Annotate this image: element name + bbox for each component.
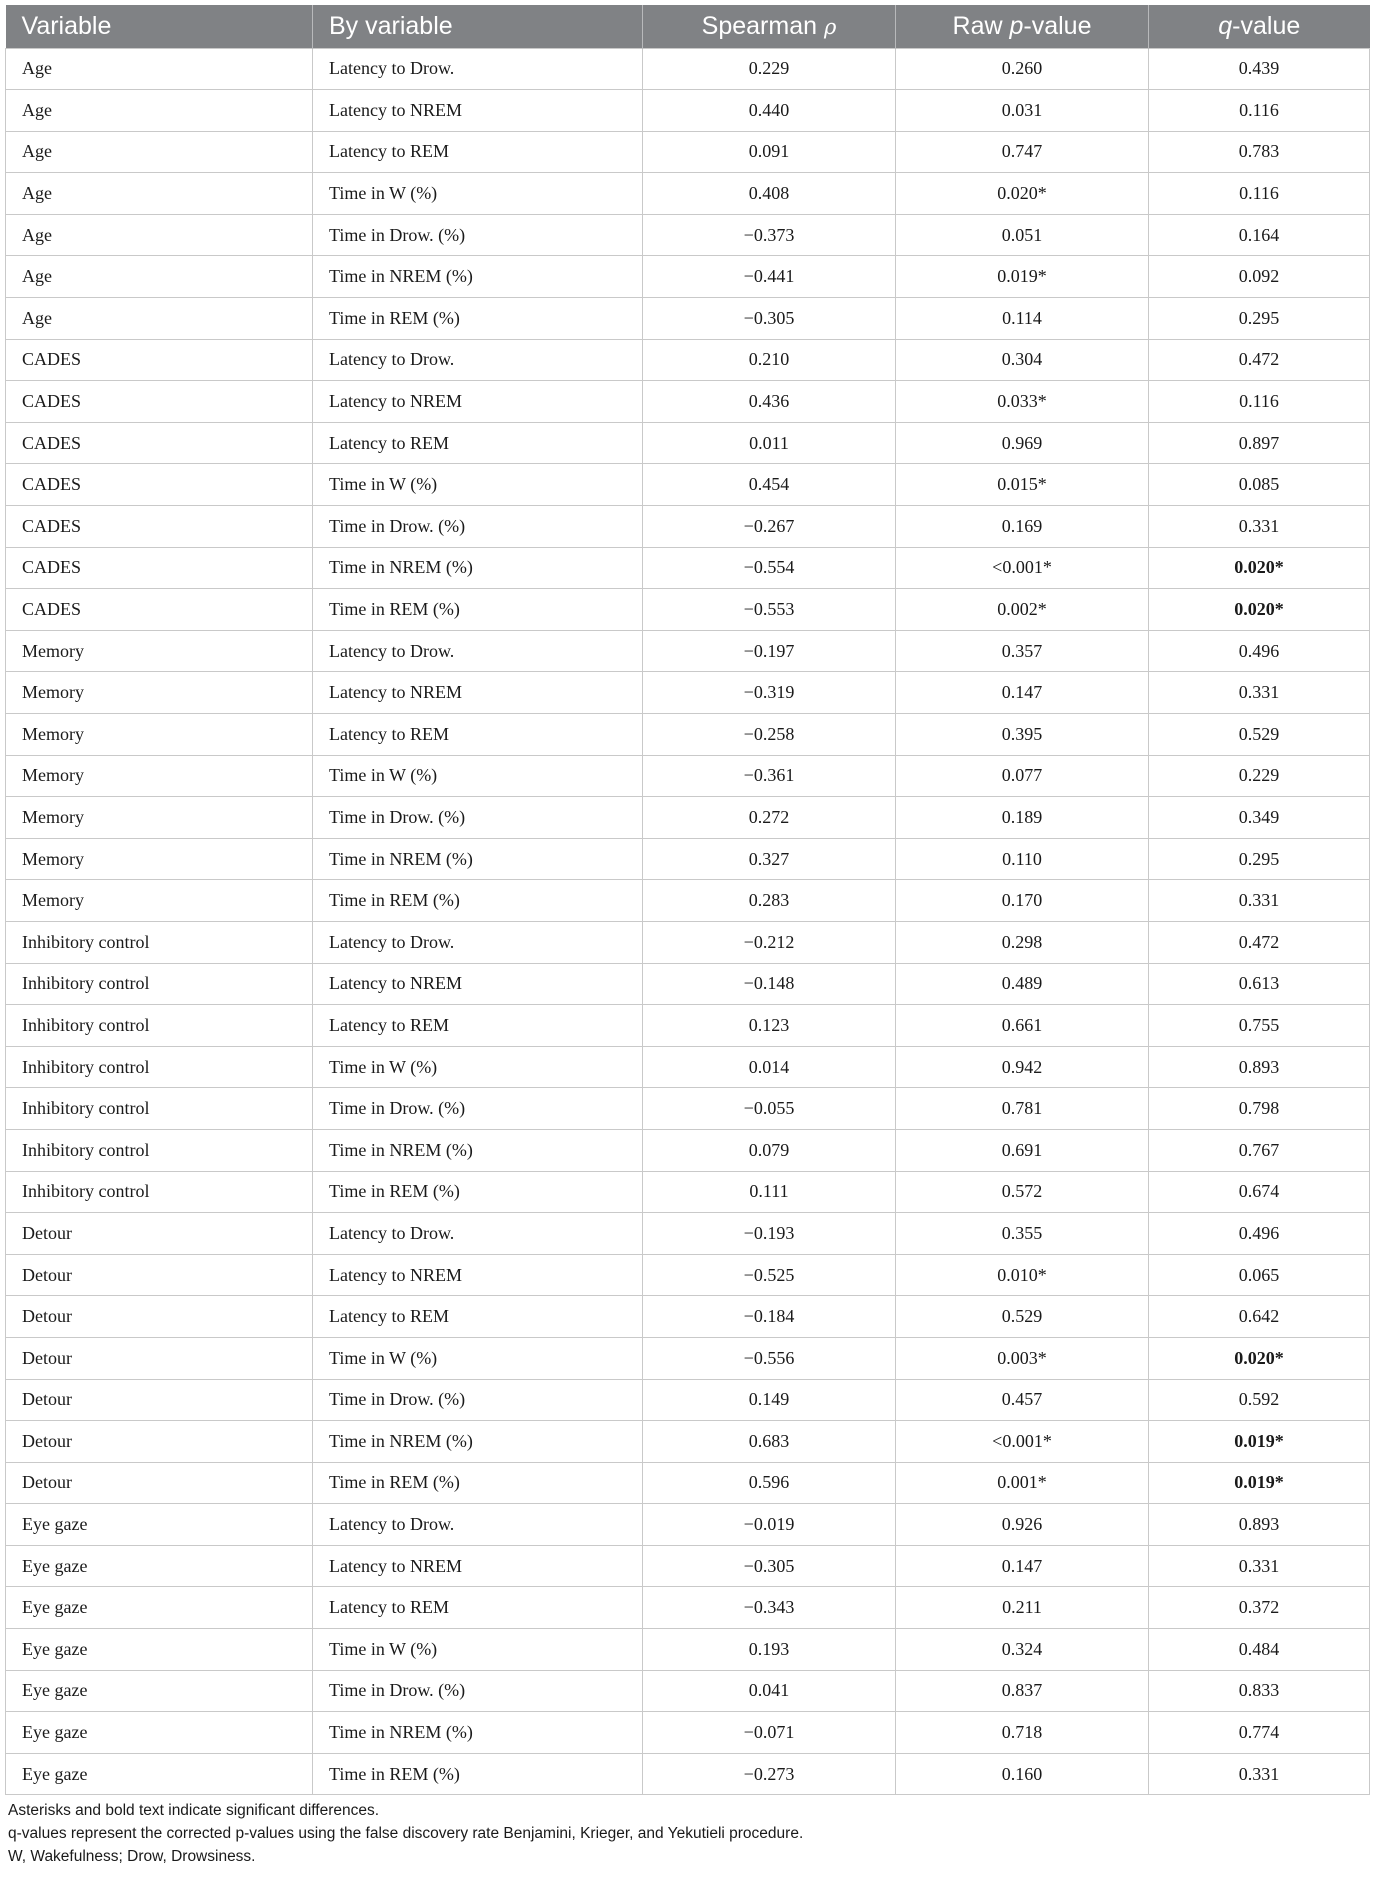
table-row [6, 1462, 1370, 1504]
cell-raw-p-value: 0.969 [896, 422, 1149, 464]
cell-by-variable: Time in REM (%) [313, 1753, 643, 1795]
cell-raw-p-value: 0.020* [896, 173, 1149, 215]
cell-q-value: 0.295 [1149, 838, 1370, 880]
cell-q-value: 0.774 [1149, 1712, 1370, 1754]
cell-variable: Inhibitory control [6, 921, 313, 963]
cell-q-value: 0.065 [1149, 1254, 1370, 1296]
cell-spearman-rho: −0.267 [643, 506, 896, 548]
table-row [6, 1088, 1370, 1130]
cell-q-value: 0.783 [1149, 131, 1370, 173]
cell-by-variable: Latency to NREM [313, 963, 643, 1005]
cell-by-variable: Time in REM (%) [313, 1171, 643, 1213]
cell-q-value: 0.496 [1149, 630, 1370, 672]
cell-variable: Memory [6, 838, 313, 880]
cell-raw-p-value: 0.691 [896, 1129, 1149, 1171]
table-row [6, 48, 1370, 90]
cell-q-value: 0.331 [1149, 1753, 1370, 1795]
cell-q-value: 0.020* [1149, 1337, 1370, 1379]
cell-q-value: 0.295 [1149, 298, 1370, 340]
cell-variable: Inhibitory control [6, 1005, 313, 1047]
cell-variable: CADES [6, 422, 313, 464]
header-q-suffix: -value [1232, 11, 1301, 40]
cell-by-variable: Latency to Drow. [313, 1213, 643, 1255]
cell-by-variable: Time in NREM (%) [313, 547, 643, 589]
table-row [6, 1379, 1370, 1421]
cell-by-variable: Time in Drow. (%) [313, 1670, 643, 1712]
cell-q-value: 0.893 [1149, 1504, 1370, 1546]
cell-q-value: 0.472 [1149, 339, 1370, 381]
cell-variable: Age [6, 214, 313, 256]
footnote-significance: Asterisks and bold text indicate significant differences. [8, 1802, 380, 1820]
cell-q-value: 0.642 [1149, 1296, 1370, 1338]
header-spearman-rho-symbol: ρ [823, 14, 837, 39]
cell-by-variable: Time in W (%) [313, 1629, 643, 1671]
cell-variable: Detour [6, 1254, 313, 1296]
cell-q-value: 0.897 [1149, 422, 1370, 464]
cell-variable: Age [6, 48, 313, 90]
correlation-table [5, 5, 1370, 1795]
cell-by-variable: Latency to Drow. [313, 921, 643, 963]
table-row [6, 547, 1370, 589]
cell-by-variable: Time in Drow. (%) [313, 797, 643, 839]
cell-raw-p-value: 0.002* [896, 589, 1149, 631]
cell-by-variable: Time in W (%) [313, 464, 643, 506]
cell-q-value: 0.755 [1149, 1005, 1370, 1047]
table-row [6, 797, 1370, 839]
cell-by-variable: Latency to REM [313, 131, 643, 173]
cell-variable: CADES [6, 506, 313, 548]
cell-spearman-rho: −0.343 [643, 1587, 896, 1629]
cell-variable: Eye gaze [6, 1629, 313, 1671]
cell-raw-p-value: 0.110 [896, 838, 1149, 880]
cell-spearman-rho: 0.454 [643, 464, 896, 506]
cell-spearman-rho: −0.554 [643, 547, 896, 589]
table-container [5, 5, 1369, 1868]
footnote-q-values: q-values represent the corrected p-values using the false discovery rate Benjamini, Krieger, and Yekutieli procedure. [8, 1825, 804, 1843]
cell-variable: Inhibitory control [6, 963, 313, 1005]
cell-spearman-rho: 0.440 [643, 90, 896, 132]
cell-spearman-rho: 0.408 [643, 173, 896, 215]
header-raw-p: p [1009, 11, 1024, 40]
table-row [6, 589, 1370, 631]
cell-spearman-rho: −0.212 [643, 921, 896, 963]
cell-spearman-rho: −0.273 [643, 1753, 896, 1795]
cell-by-variable: Time in NREM (%) [313, 838, 643, 880]
table-row [6, 880, 1370, 922]
table-row [6, 131, 1370, 173]
table-row [6, 214, 1370, 256]
cell-variable: Inhibitory control [6, 1129, 313, 1171]
table-row [6, 1504, 1370, 1546]
cell-spearman-rho: 0.229 [643, 48, 896, 90]
cell-variable: Age [6, 298, 313, 340]
cell-raw-p-value: 0.837 [896, 1670, 1149, 1712]
cell-variable: Memory [6, 714, 313, 756]
table-row [6, 921, 1370, 963]
header-by-variable: By variable [313, 5, 643, 48]
cell-raw-p-value: 0.189 [896, 797, 1149, 839]
table-row [6, 1171, 1370, 1213]
cell-q-value: 0.019* [1149, 1462, 1370, 1504]
cell-by-variable: Time in NREM (%) [313, 1129, 643, 1171]
cell-raw-p-value: 0.147 [896, 672, 1149, 714]
cell-spearman-rho: −0.319 [643, 672, 896, 714]
cell-spearman-rho: −0.184 [643, 1296, 896, 1338]
table-row [6, 838, 1370, 880]
table-row [6, 506, 1370, 548]
cell-spearman-rho: 0.079 [643, 1129, 896, 1171]
cell-raw-p-value: 0.355 [896, 1213, 1149, 1255]
cell-by-variable: Latency to Drow. [313, 339, 643, 381]
table-row [6, 256, 1370, 298]
cell-raw-p-value: 0.001* [896, 1462, 1149, 1504]
cell-variable: CADES [6, 589, 313, 631]
cell-variable: Inhibitory control [6, 1088, 313, 1130]
cell-raw-p-value: 0.211 [896, 1587, 1149, 1629]
cell-spearman-rho: −0.525 [643, 1254, 896, 1296]
cell-spearman-rho: 0.327 [643, 838, 896, 880]
cell-by-variable: Time in REM (%) [313, 589, 643, 631]
cell-raw-p-value: 0.019* [896, 256, 1149, 298]
cell-raw-p-value: 0.003* [896, 1337, 1149, 1379]
cell-q-value: 0.833 [1149, 1670, 1370, 1712]
cell-raw-p-value: 0.781 [896, 1088, 1149, 1130]
cell-q-value: 0.229 [1149, 755, 1370, 797]
cell-variable: Eye gaze [6, 1670, 313, 1712]
cell-variable: Memory [6, 797, 313, 839]
cell-spearman-rho: 0.272 [643, 797, 896, 839]
cell-spearman-rho: 0.193 [643, 1629, 896, 1671]
cell-by-variable: Latency to Drow. [313, 630, 643, 672]
header-q-value [1149, 5, 1370, 48]
cell-q-value: 0.484 [1149, 1629, 1370, 1671]
cell-q-value: 0.372 [1149, 1587, 1370, 1629]
cell-by-variable: Latency to NREM [313, 381, 643, 423]
cell-raw-p-value: <0.001* [896, 1421, 1149, 1463]
cell-spearman-rho: 0.436 [643, 381, 896, 423]
cell-variable: Age [6, 256, 313, 298]
cell-raw-p-value: 0.169 [896, 506, 1149, 548]
cell-spearman-rho: −0.305 [643, 1545, 896, 1587]
table-row [6, 1670, 1370, 1712]
cell-by-variable: Latency to REM [313, 422, 643, 464]
table-row [6, 1337, 1370, 1379]
cell-by-variable: Time in REM (%) [313, 1462, 643, 1504]
cell-by-variable: Latency to NREM [313, 90, 643, 132]
table-row [6, 1545, 1370, 1587]
cell-variable: Eye gaze [6, 1504, 313, 1546]
cell-by-variable: Latency to REM [313, 714, 643, 756]
cell-variable: CADES [6, 547, 313, 589]
cell-raw-p-value: 0.718 [896, 1712, 1149, 1754]
table-row [6, 464, 1370, 506]
cell-by-variable: Latency to NREM [313, 672, 643, 714]
table-row [6, 381, 1370, 423]
table-row [6, 1753, 1370, 1795]
cell-raw-p-value: 0.395 [896, 714, 1149, 756]
cell-q-value: 0.020* [1149, 589, 1370, 631]
cell-q-value: 0.349 [1149, 797, 1370, 839]
footnote-abbreviations: W, Wakefulness; Drow, Drowsiness. [8, 1848, 256, 1866]
table-footnotes [5, 1799, 1369, 1868]
cell-raw-p-value: 0.160 [896, 1753, 1149, 1795]
cell-raw-p-value: 0.572 [896, 1171, 1149, 1213]
cell-raw-p-value: <0.001* [896, 547, 1149, 589]
cell-spearman-rho: −0.071 [643, 1712, 896, 1754]
cell-by-variable: Latency to REM [313, 1587, 643, 1629]
cell-by-variable: Latency to REM [313, 1296, 643, 1338]
cell-by-variable: Time in Drow. (%) [313, 506, 643, 548]
cell-variable: Eye gaze [6, 1587, 313, 1629]
cell-by-variable: Time in Drow. (%) [313, 214, 643, 256]
header-raw-suffix: -value [1023, 11, 1092, 40]
cell-variable: Detour [6, 1337, 313, 1379]
cell-q-value: 0.116 [1149, 173, 1370, 215]
cell-variable: Age [6, 90, 313, 132]
cell-spearman-rho: −0.441 [643, 256, 896, 298]
header-raw-p-value [896, 5, 1149, 48]
cell-q-value: 0.331 [1149, 880, 1370, 922]
header-spearman [643, 5, 896, 48]
cell-q-value: 0.164 [1149, 214, 1370, 256]
table-row [6, 963, 1370, 1005]
table-row [6, 339, 1370, 381]
cell-raw-p-value: 0.147 [896, 1545, 1149, 1587]
cell-q-value: 0.019* [1149, 1421, 1370, 1463]
cell-variable: Age [6, 173, 313, 215]
cell-raw-p-value: 0.457 [896, 1379, 1149, 1421]
cell-spearman-rho: 0.041 [643, 1670, 896, 1712]
cell-q-value: 0.085 [1149, 464, 1370, 506]
cell-spearman-rho: 0.014 [643, 1046, 896, 1088]
cell-raw-p-value: 0.031 [896, 90, 1149, 132]
table-row [6, 1005, 1370, 1047]
table-row [6, 1213, 1370, 1255]
cell-raw-p-value: 0.015* [896, 464, 1149, 506]
table-body [6, 48, 1370, 1795]
cell-q-value: 0.472 [1149, 921, 1370, 963]
cell-raw-p-value: 0.170 [896, 880, 1149, 922]
cell-raw-p-value: 0.942 [896, 1046, 1149, 1088]
table-row [6, 1629, 1370, 1671]
table-row [6, 1254, 1370, 1296]
cell-raw-p-value: 0.304 [896, 339, 1149, 381]
cell-spearman-rho: 0.683 [643, 1421, 896, 1463]
cell-by-variable: Latency to Drow. [313, 48, 643, 90]
cell-spearman-rho: −0.553 [643, 589, 896, 631]
cell-by-variable: Time in NREM (%) [313, 1712, 643, 1754]
cell-q-value: 0.092 [1149, 256, 1370, 298]
cell-spearman-rho: −0.258 [643, 714, 896, 756]
table-row [6, 714, 1370, 756]
cell-q-value: 0.674 [1149, 1171, 1370, 1213]
cell-spearman-rho: −0.197 [643, 630, 896, 672]
cell-q-value: 0.331 [1149, 506, 1370, 548]
cell-raw-p-value: 0.489 [896, 963, 1149, 1005]
cell-spearman-rho: −0.148 [643, 963, 896, 1005]
table-row [6, 1046, 1370, 1088]
cell-variable: Detour [6, 1421, 313, 1463]
cell-variable: Inhibitory control [6, 1046, 313, 1088]
table-row [6, 1296, 1370, 1338]
cell-raw-p-value: 0.661 [896, 1005, 1149, 1047]
cell-by-variable: Time in W (%) [313, 755, 643, 797]
cell-variable: CADES [6, 381, 313, 423]
table-row [6, 1712, 1370, 1754]
header-row [6, 5, 1370, 48]
cell-spearman-rho: −0.373 [643, 214, 896, 256]
cell-q-value: 0.592 [1149, 1379, 1370, 1421]
cell-raw-p-value: 0.357 [896, 630, 1149, 672]
cell-spearman-rho: 0.283 [643, 880, 896, 922]
cell-variable: Eye gaze [6, 1753, 313, 1795]
cell-variable: Eye gaze [6, 1712, 313, 1754]
cell-spearman-rho: 0.210 [643, 339, 896, 381]
cell-by-variable: Latency to REM [313, 1005, 643, 1047]
table-row [6, 90, 1370, 132]
cell-q-value: 0.496 [1149, 1213, 1370, 1255]
cell-by-variable: Time in W (%) [313, 1046, 643, 1088]
table-row [6, 630, 1370, 672]
cell-raw-p-value: 0.033* [896, 381, 1149, 423]
table-row [6, 173, 1370, 215]
cell-q-value: 0.529 [1149, 714, 1370, 756]
cell-by-variable: Latency to NREM [313, 1254, 643, 1296]
header-q: q [1218, 11, 1233, 40]
cell-spearman-rho: −0.305 [643, 298, 896, 340]
cell-q-value: 0.116 [1149, 90, 1370, 132]
cell-spearman-rho: 0.596 [643, 1462, 896, 1504]
cell-variable: Detour [6, 1462, 313, 1504]
table-row [6, 1587, 1370, 1629]
cell-variable: Inhibitory control [6, 1171, 313, 1213]
cell-raw-p-value: 0.926 [896, 1504, 1149, 1546]
cell-q-value: 0.439 [1149, 48, 1370, 90]
cell-spearman-rho: −0.556 [643, 1337, 896, 1379]
header-variable: Variable [6, 5, 313, 48]
cell-spearman-rho: 0.091 [643, 131, 896, 173]
cell-spearman-rho: 0.149 [643, 1379, 896, 1421]
cell-raw-p-value: 0.260 [896, 48, 1149, 90]
cell-by-variable: Time in REM (%) [313, 298, 643, 340]
cell-variable: Eye gaze [6, 1545, 313, 1587]
header-spearman-prefix: Spearman [701, 11, 824, 40]
cell-spearman-rho: 0.123 [643, 1005, 896, 1047]
cell-variable: Memory [6, 880, 313, 922]
header-raw-prefix: Raw [952, 11, 1010, 40]
cell-variable: Memory [6, 672, 313, 714]
cell-q-value: 0.613 [1149, 963, 1370, 1005]
table-row [6, 1421, 1370, 1463]
cell-by-variable: Time in NREM (%) [313, 1421, 643, 1463]
cell-by-variable: Time in W (%) [313, 173, 643, 215]
cell-variable: CADES [6, 464, 313, 506]
cell-variable: Detour [6, 1379, 313, 1421]
cell-raw-p-value: 0.324 [896, 1629, 1149, 1671]
cell-by-variable: Time in REM (%) [313, 880, 643, 922]
cell-raw-p-value: 0.529 [896, 1296, 1149, 1338]
cell-by-variable: Time in W (%) [313, 1337, 643, 1379]
cell-q-value: 0.116 [1149, 381, 1370, 423]
cell-q-value: 0.331 [1149, 1545, 1370, 1587]
cell-raw-p-value: 0.051 [896, 214, 1149, 256]
cell-variable: Memory [6, 630, 313, 672]
table-row [6, 298, 1370, 340]
cell-spearman-rho: −0.055 [643, 1088, 896, 1130]
cell-spearman-rho: 0.011 [643, 422, 896, 464]
cell-spearman-rho: −0.361 [643, 755, 896, 797]
cell-q-value: 0.331 [1149, 672, 1370, 714]
table-row [6, 422, 1370, 464]
table-row [6, 755, 1370, 797]
cell-q-value: 0.893 [1149, 1046, 1370, 1088]
cell-raw-p-value: 0.077 [896, 755, 1149, 797]
cell-variable: CADES [6, 339, 313, 381]
cell-spearman-rho: 0.111 [643, 1171, 896, 1213]
cell-q-value: 0.020* [1149, 547, 1370, 589]
cell-raw-p-value: 0.747 [896, 131, 1149, 173]
cell-spearman-rho: −0.019 [643, 1504, 896, 1546]
cell-variable: Age [6, 131, 313, 173]
table-row [6, 1129, 1370, 1171]
cell-q-value: 0.767 [1149, 1129, 1370, 1171]
cell-by-variable: Time in NREM (%) [313, 256, 643, 298]
cell-by-variable: Latency to NREM [313, 1545, 643, 1587]
cell-by-variable: Time in Drow. (%) [313, 1088, 643, 1130]
cell-variable: Memory [6, 755, 313, 797]
cell-variable: Detour [6, 1213, 313, 1255]
cell-q-value: 0.798 [1149, 1088, 1370, 1130]
table-row [6, 672, 1370, 714]
cell-variable: Detour [6, 1296, 313, 1338]
cell-raw-p-value: 0.114 [896, 298, 1149, 340]
cell-spearman-rho: −0.193 [643, 1213, 896, 1255]
cell-by-variable: Latency to Drow. [313, 1504, 643, 1546]
cell-raw-p-value: 0.010* [896, 1254, 1149, 1296]
cell-by-variable: Time in Drow. (%) [313, 1379, 643, 1421]
cell-raw-p-value: 0.298 [896, 921, 1149, 963]
